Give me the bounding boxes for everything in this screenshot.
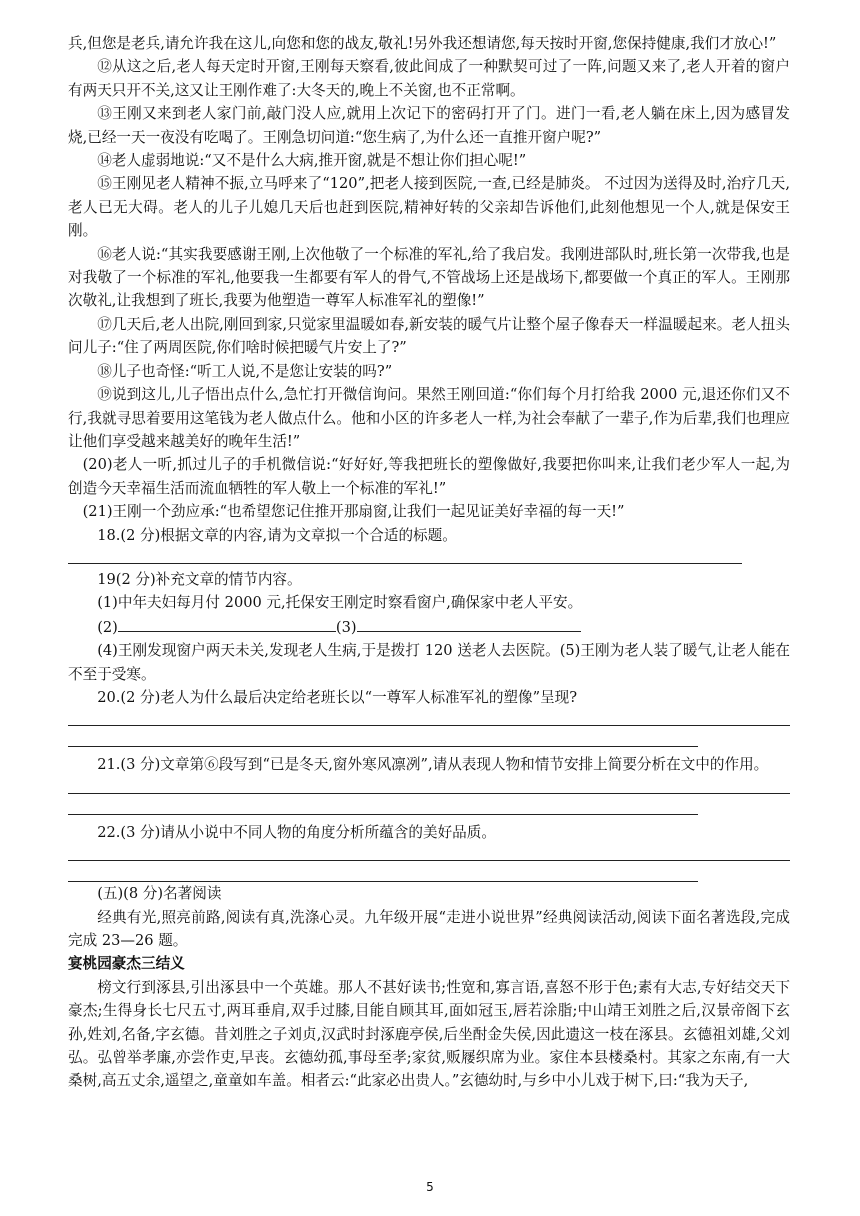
question-19-items-2-3 [68,615,790,639]
excerpt-title: 宴桃园豪杰三结义 [68,955,185,973]
page-content [68,32,790,1093]
answer-blank-19-3[interactable] [357,615,581,632]
section-5-intro: 经典有光,照亮前路,阅读有真,洗涤心灵。九年级开展“走进小说世界”经典阅读活动,阅读下面名著选段,完成完成 23—26 题。 [68,908,790,949]
story-paragraph-15: ⑮王刚见老人精神不振,立马呼来了“120”,把老人接到医院,一查,已经是肺炎。 不过因为送得及时,治疗几天,老人已无大碍。老人的儿子儿媳几天后也赶到医院,精神好转的父亲却告诉他们,此刻他想见一个人,就是保安王刚。 [68,175,790,240]
story-paragraph-12: ⑫从这之后,老人每天定时开窗,王刚每天察看,彼此间成了一种默契可过了一阵,问题又来了,老人开着的窗户有两天只开不关,这又让王刚作难了:大冬天的,晚上不关窗,也不正常啊。 [68,58,790,99]
answer-line-18[interactable] [68,547,742,564]
answer-line-21-a[interactable] [68,777,790,794]
answer-blank-19-2[interactable] [118,615,336,632]
story-paragraph-14: ⑭老人虚弱地说:“又不是什么大病,推开窗,就是不想让你们担心呢!” [97,152,527,170]
answer-line-21-b[interactable] [68,794,698,815]
section-5-heading: (五)(8 分)名著阅读 [97,885,222,903]
question-19-item-2-label: (2) [97,618,118,636]
answer-line-22-a[interactable] [68,844,790,861]
question-18: 18.(2 分)根据文章的内容,请为文章拟一个合适的标题。 [97,526,457,544]
question-19: 19(2 分)补充文章的情节内容。 [97,570,302,588]
answer-line-22-b[interactable] [68,861,698,882]
page-number: 5 [426,1180,434,1194]
story-paragraph-17: ⑰几天后,老人出院,刚回到家,只觉家里温暖如春,新安装的暖气片让整个屋子像春天一样温暖起来。老人扭头问儿子:“住了两周医院,你们啥时候把暖气片安上了?” [68,315,790,357]
question-21: 21.(3 分)文章第⑥段写到“已是冬天,窗外寒风凛冽”,请从表现人物和情节安排上简要分析在文中的作用。 [97,756,769,774]
question-20: 20.(2 分)老人为什么最后决定给老班长以“一尊军人标准军礼的塑像”呈现? [97,688,578,706]
story-paragraph-13: ⑬王刚又来到老人家门前,敲门没人应,就用上次记下的密码打开了门。进门一看,老人躺在床上,因为感冒发烧,已经一天一夜没有吃喝了。王刚急切问道:“您生病了,为什么还一直推开窗户呢?” [68,105,790,146]
answer-line-20-b[interactable] [68,726,698,747]
question-19-item-1: (1)中年夫妇每月付 2000 元,托保安王刚定时察看窗户,确保家中老人平安。 [97,594,583,612]
question-19-item-3-label: (3) [335,618,357,636]
excerpt-body: 榜文行到涿县,引出涿县中一个英雄。那人不甚好读书;性宽和,寡言语,喜怒不形于色;素有大志,专好结交天下豪杰;生得身长七尺五寸,两耳垂肩,双手过膝,目能自顾其耳,面如冠玉,唇若涂脂;中山靖王刘胜之后,汉景帝阁下玄孙,姓刘,名备,字玄德。昔刘胜之子刘贞,汉武时封涿鹿亭侯,后坐酎金失侯,因此遗这一枝在涿县。玄德祖刘雄,父刘弘。弘曾举孝廉,亦尝作吏,早丧。玄德幼孤,事母至孝;家贫,贩屦织席为业。家住本县楼桑村。其家之东南,有一大桑树,高五丈余,遥望之,童童如车盖。相者云:“此家必出贵人。”玄德幼时,与乡中小儿戏于树下,曰:“我为天子, [68,978,790,1090]
story-paragraph-20: (20)老人一听,抓过儿子的手机微信说:“好好好,等我把班长的塑像做好,我要把你叫来,让我们老少军人一起,为创造今天幸福生活而流血牺牲的军人敬上一个标准的军礼!” [68,456,790,497]
story-paragraph-18: ⑱儿子也奇怪:“听工人说,不是您让安装的吗?” [97,362,393,380]
story-paragraph-21: (21)王刚一个劲应承:“也希望您记住推开那扇窗,让我们一起见证美好幸福的每一天!” [82,503,625,521]
question-19-item-4-5: (4)王刚发现窗户两天未关,发现老人生病,于是拨打 120 送老人去医院。(5)王刚为老人装了暖气,让老人能在不至于受寒。 [68,642,790,683]
story-paragraph-16: ⑯老人说:“其实我要感谢王刚,上次他敬了一个标准的军礼,给了我启发。我刚进部队时,班长第一次带我,也是对我敬了一个标准的军礼,他要我一生都要有军人的骨气,不管战场上还是战场下,都要做一个真正的军人。王刚那次敬礼,让我想到了班长,我要为他塑造一尊军人标准军礼的塑像!” [68,245,790,310]
story-paragraph-11-end: 兵,但您是老兵,请允许我在这儿,向您和您的战友,敬礼!另外我还想请您,每天按时开窗,您保持健康,我们才放心!” [68,35,777,52]
answer-line-20-a[interactable] [68,709,790,726]
question-22: 22.(3 分)请从小说中不同人物的角度分析所蕴含的美好品质。 [97,823,496,841]
story-paragraph-19: ⑲说到这儿,儿子悟出点什么,急忙打开微信询问。果然王刚回道:“你们每个月打给我 2000 元,退还你们又不行,我就寻思着要用这笔钱为老人做点什么。他和小区的许多老人一样,为社会奉献了一辈子,作为后辈,我们也理应让他们享受越来越美好的晚年生活!” [68,386,790,450]
